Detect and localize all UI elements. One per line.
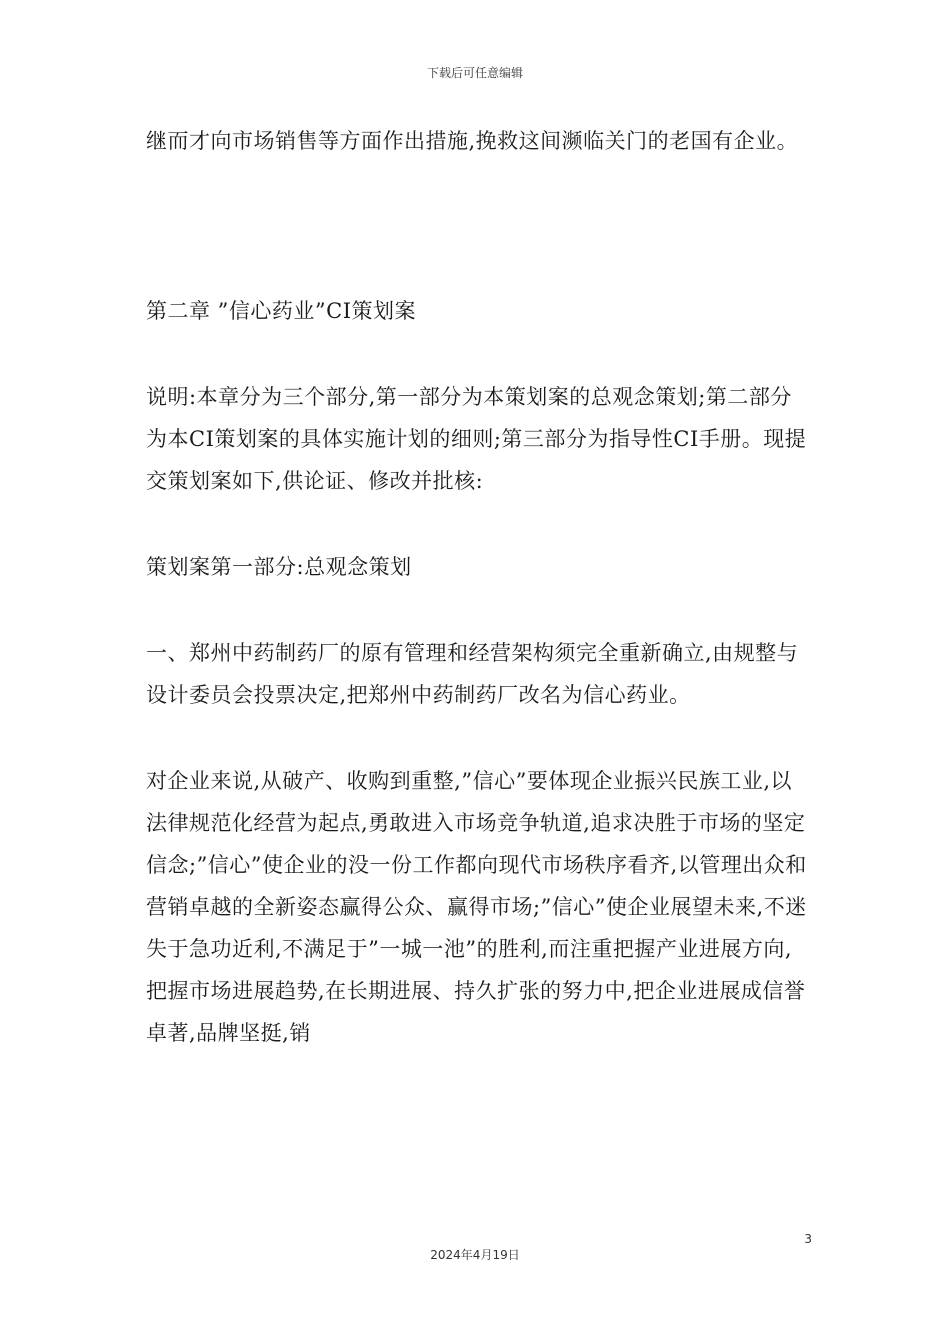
paragraph-explanation: 说明:本章分为三个部分,第一部分为本策划案的总观念策划;第二部分为本CI策划案的具体实施计划的细则;第三部分为指导性CI手册。现提交策划案如下,供论证、修改并批核:: [146, 385, 807, 493]
paragraph-confidence: 对企业来说,从破产、收购到重整,”信心”要体现企业振兴民族工业,以法律规范化经营为起点,勇敢进入市场竞争轨道,追求决胜于市场的坚定信念;”信心”使企业的没一份工作都向现代市场秩序看齐,以管理出众和营销卓越的全新姿态赢得公众、赢得市场;”信心”使企业展望未来,不迷失于急功近利,不满足于”一城一池”的胜利,而注重把握产业进展方向,把握市场进展趋势,在长期进展、持久扩张的努力中,把企业进展成信誉卓著,品牌坚挺,销: [146, 769, 807, 1045]
page-number: 3: [804, 1232, 812, 1246]
document-body: [146, 120, 810, 1054]
chapter-heading: 第二章 ”信心药业”CI策划案: [146, 299, 417, 323]
page-header: 下载后可任意编辑: [426, 66, 523, 80]
paragraph-continuation: 继而才向市场销售等方面作出措施,挽救这间濒临关门的老国有企业。: [146, 129, 799, 153]
section-heading: 策划案第一部分:总观念策划: [146, 555, 412, 579]
page-footer-date: 2024年4月19日: [430, 1248, 520, 1262]
paragraph-item-one: 一、郑州中药制药厂的原有管理和经营架构须完全重新确立,由规整与设计委员会投票决定,把郑州中药制药厂改名为信心药业。: [146, 641, 799, 707]
